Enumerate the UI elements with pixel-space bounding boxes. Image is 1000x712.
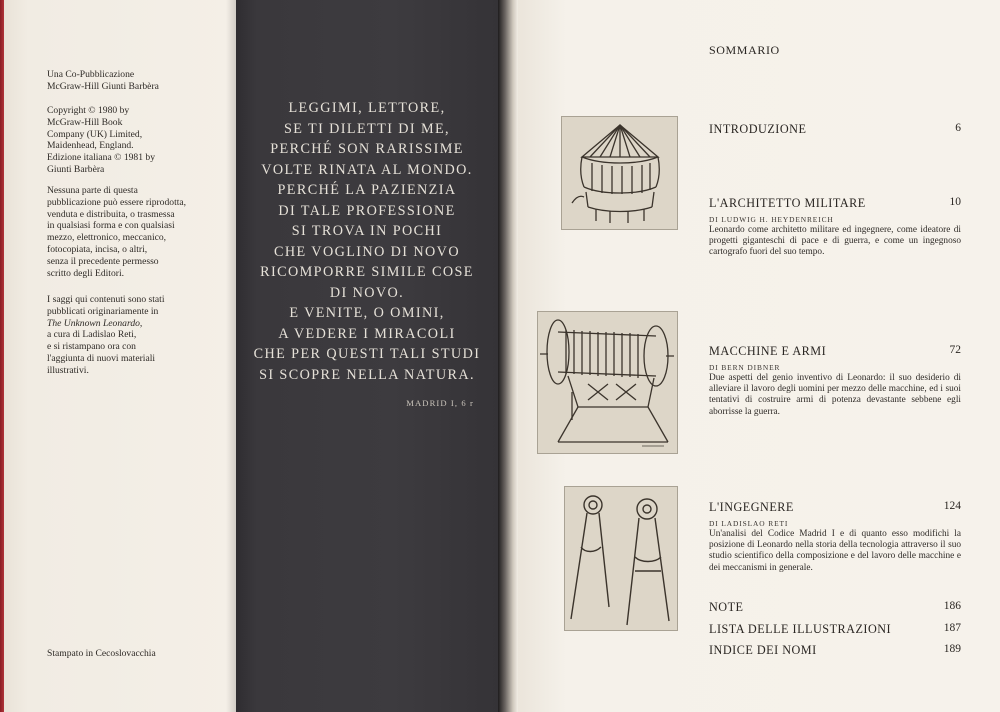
quote-source: MADRID I, 6 r (406, 398, 474, 408)
toc-page-number: 10 (949, 196, 961, 208)
quote-line: SI SCOPRE NELLA NATURA. (259, 366, 475, 383)
contents-page (518, 0, 1000, 712)
quote-panel (236, 0, 498, 712)
publication-credit (47, 69, 159, 93)
toc-entry-macchine-e-armi[interactable] (709, 344, 961, 418)
toc-entry-title: NOTE (709, 600, 744, 614)
toc-entry-indice-nomi[interactable] (709, 643, 961, 658)
toc-page-number: 187 (943, 622, 961, 634)
machine-sketch (537, 311, 678, 454)
sources-notice (47, 294, 165, 377)
copyright-notice (47, 105, 155, 176)
quote-line: CHE VOGLINO DI NOVO (274, 243, 460, 260)
rights-line: fotocopiata, incisa, o altri, (47, 243, 148, 255)
book-gutter (498, 0, 518, 712)
toc-page-number: 6 (955, 122, 961, 134)
toc-author: DI LADISLAO RETI (709, 519, 789, 528)
quote-line: DI NOVO. (329, 284, 405, 301)
domed-tower-sketch-drawing (562, 117, 677, 229)
rights-notice (47, 185, 186, 279)
toc-entry-note[interactable] (709, 600, 961, 615)
toc-entry-title: INTRODUZIONE (709, 122, 807, 136)
toc-entry-title: MACCHINE E ARMI (709, 344, 827, 358)
machine-sketch-drawing (538, 312, 677, 453)
printed-in-notice (47, 648, 156, 660)
toc-heading: SOMMARIO (709, 43, 780, 57)
toc-author: DI LUDWIG H. HEYDENREICH (709, 215, 834, 224)
compass-sketch (564, 486, 678, 631)
credit-line: Una Co-Pubblicazione (47, 69, 135, 80)
toc-page-number: 186 (943, 600, 961, 612)
quote-line: SE TI DILETTI DI ME, (283, 120, 451, 137)
quote-line: DI TALE PROFESSIONE (278, 202, 456, 219)
left-page-edge (0, 0, 4, 712)
sources-line: a cura di Ladislao Reti, (47, 329, 137, 341)
toc-entry-lista-illustrazioni[interactable] (709, 622, 961, 637)
toc-description: Un'analisi del Codice Madrid I e di quanto esso modifichi la posizione di Leonardo nella storia della tecnologia attraverso il suo studio scientifico della composizione e del lavoro delle macchine e dei meccanismi in generale. (709, 529, 961, 573)
rights-line: in qualsiasi forma e con qualsiasi (47, 220, 175, 232)
book-title: The Unknown Leonardo, (47, 317, 143, 329)
quote-line: CHE PER QUESTI TALI STUDI (253, 346, 481, 362)
toc-author: DI BERN DIBNER (709, 363, 781, 372)
copyright-line: Copyright © 1980 by (47, 105, 130, 116)
quote-line: VOLTE RINATA AL MONDO. (261, 161, 473, 178)
rights-line: Nessuna parte di questa (47, 185, 138, 196)
toc-entry-title: LISTA DELLE ILLUSTRAZIONI (709, 622, 892, 636)
toc-entry-title: INDICE DEI NOMI (709, 643, 817, 657)
sources-line: I saggi qui contenuti sono stati (47, 294, 165, 305)
toc-entry-ingegnere[interactable] (709, 500, 961, 574)
leonardo-quote (236, 98, 498, 385)
quote-line: PERCHÉ LA PAZIENZIA (277, 182, 457, 198)
quote-line: SI TROVA IN POCHI (291, 223, 443, 239)
toc-entry-introduzione[interactable] (709, 122, 961, 137)
toc-entry-architetto-militare[interactable] (709, 196, 961, 259)
copyright-line: Maidenhead, England. (47, 140, 134, 152)
toc-description: Leonardo come architetto militare ed ingegnere, come ideatore di progetti giganteschi di pace e di guerra, e come un ingegnoso cartografo fuori del suo tempo. (709, 225, 961, 258)
printed-line: Stampato in Cecoslovacchia (47, 648, 156, 659)
credit-line: McGraw-Hill Giunti Barbèra (47, 80, 159, 92)
quote-line: A VEDERE I MIRACOLI (278, 325, 456, 342)
toc-entry-title: L'INGEGNERE (709, 500, 794, 514)
quote-line: E VENITE, O OMINI, (289, 305, 445, 321)
toc-page-number: 189 (943, 643, 961, 655)
compass-sketch-drawing (565, 487, 677, 630)
left-page (0, 0, 236, 712)
copyright-line: Company (UK) Limited, (47, 128, 143, 140)
copyright-line: Giunti Barbèra (47, 163, 105, 175)
quote-line: RICOMPORRE SIMILE COSE (260, 264, 474, 280)
toc-page-number: 124 (943, 500, 961, 512)
sources-line: illustrativi. (47, 364, 89, 376)
quote-line: PERCHÉ SON RARISSIME (270, 141, 464, 157)
copyright-line: McGraw-Hill Book (47, 116, 123, 128)
toc-entry-title: L'ARCHITETTO MILITARE (709, 196, 866, 210)
rights-line: pubblicazione può essere riprodotta, (47, 196, 187, 208)
rights-line: mezzo, elettronico, meccanico, (47, 232, 167, 244)
sources-line: e si ristampano ora con (47, 341, 136, 353)
quote-line: LEGGIMI, LETTORE, (288, 100, 446, 116)
rights-line: scritto degli Editori. (47, 267, 125, 279)
page-shadow (226, 0, 236, 712)
sources-line: pubblicati originariamente in (47, 305, 159, 317)
rights-line: venduta e distribuita, o trasmessa (47, 208, 175, 220)
toc-page-number: 72 (949, 344, 961, 356)
sources-line: l'aggiunta di nuovi materiali (47, 352, 156, 364)
rights-line: senza il precedente permesso (47, 255, 159, 267)
toc-description: Due aspetti del genio inventivo di Leonardo: il suo desiderio di alleviare il lavoro degli uomini per mezzo delle macchine, ed i suoi tentativi di costruire armi di potenza devastante sebbene egli aborrisse la guerra. (709, 373, 961, 417)
domed-tower-sketch (561, 116, 678, 230)
copyright-line: Edizione italiana © 1981 by (47, 152, 155, 164)
